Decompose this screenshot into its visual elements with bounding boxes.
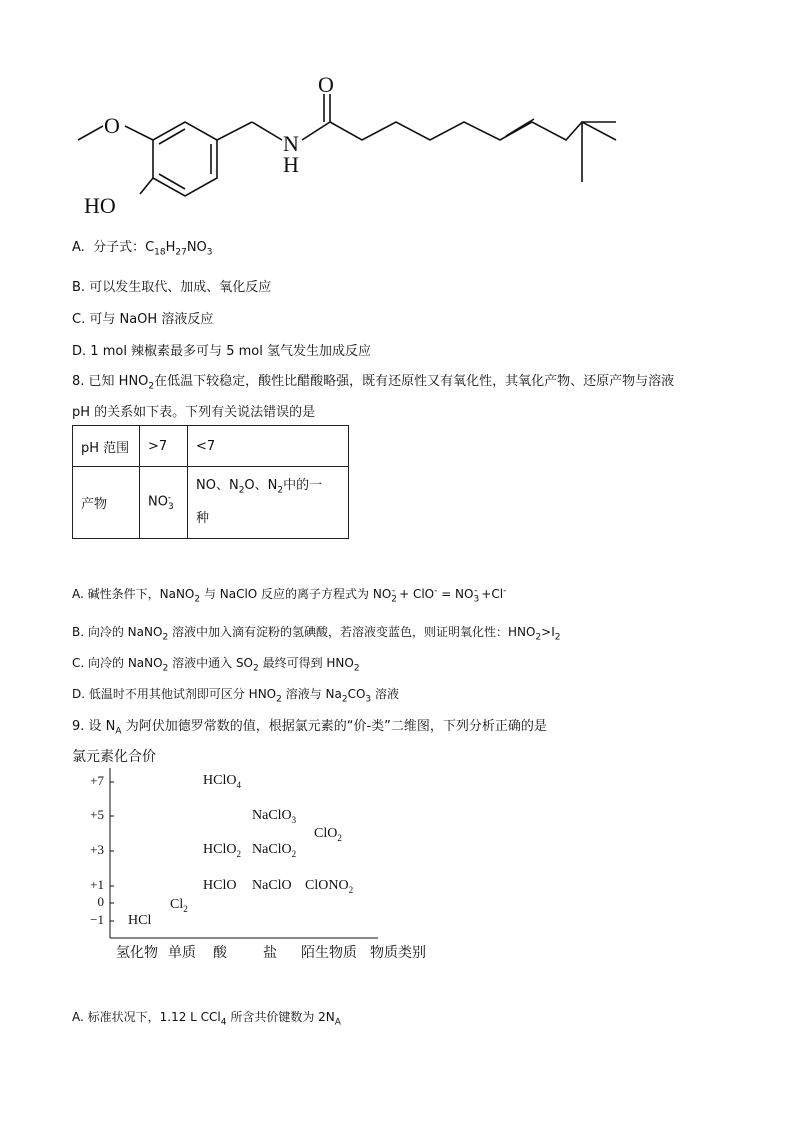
ytick-plus7: +7 bbox=[90, 773, 104, 788]
methoxy-oxygen: O bbox=[104, 113, 120, 138]
species-hcl: HCl bbox=[128, 913, 152, 928]
species-naclo3: NaClO$_3$ bbox=[252, 808, 297, 825]
species-cl2: $Cl_2$ bbox=[170, 897, 188, 914]
q7-option-c: C. 可与 NaOH 溶液反应 bbox=[72, 312, 214, 327]
category-unfamiliar: 陌生物质 bbox=[301, 946, 357, 961]
table-header-ph: pH 范围 bbox=[73, 426, 140, 467]
amide-nitrogen: N bbox=[283, 131, 299, 156]
species-hclo4: HClO$_4$ bbox=[203, 773, 241, 790]
ytick-minus1: −1 bbox=[90, 912, 104, 927]
species-hclo: HClO bbox=[203, 878, 237, 893]
q8-stem-line2: pH 的关系如下表。下列有关说法错误的是 bbox=[72, 405, 316, 420]
q7-option-b: B. 可以发生取代、加成、氧化反应 bbox=[72, 280, 272, 295]
category-salt: 盐 bbox=[263, 946, 277, 961]
ph-product-table bbox=[72, 425, 349, 539]
species-naclo: NaClO bbox=[252, 878, 292, 893]
table-cell-alkaline-product: $NO_3^-$ bbox=[140, 467, 188, 539]
capsaicin-structure bbox=[60, 60, 640, 230]
ytick-plus1: +1 bbox=[90, 877, 104, 892]
ytick-zero: 0 bbox=[97, 894, 104, 909]
category-acid: 酸 bbox=[213, 946, 227, 961]
table-header-gt7: >7 bbox=[140, 426, 188, 467]
category-element: 单质 bbox=[168, 946, 196, 961]
carbonyl-oxygen: O bbox=[318, 72, 334, 97]
amide-hydrogen: H bbox=[283, 152, 299, 177]
ytick-plus5: +5 bbox=[90, 807, 104, 822]
species-hclo2: HClO$_2$ bbox=[203, 842, 241, 859]
category-hydride: 氢化物 bbox=[116, 946, 158, 961]
q8-option-d: D. 低温时不用其他试剂即可区分 $HNO_2$ 溶液与 $Na_2CO_3$ 溶液 bbox=[72, 687, 399, 705]
category-axis-label: 物质类别 bbox=[370, 946, 426, 961]
diagram-ylabel: 氯元素化合价 bbox=[72, 750, 156, 765]
species-naclo2: NaClO$_2$ bbox=[252, 842, 297, 859]
q8-option-a: A. 碱性条件下，NaNO$_2$ 与 NaClO 反应的离子方程式为 $NO_2^- + ClO^- = NO_3^- +Cl^-$ bbox=[72, 586, 507, 605]
q9-option-a: A. 标准状况下，1.12 L CCl$_4$ 所含共价键数为 $2N_A$ bbox=[72, 1010, 341, 1028]
table-header-lt7: <7 bbox=[188, 426, 349, 467]
species-clo2: ClO$_2$ bbox=[314, 826, 342, 843]
q8-option-c: C. 向冷的 NaNO$_2$ 溶液中通入 $SO_2$ 最终可得到 $HNO_2$ bbox=[72, 656, 360, 674]
ytick-plus3: +3 bbox=[90, 842, 104, 857]
q9-stem: 9. 设 $N_A$ 为阿伏加德罗常数的值，根据氯元素的“价-类”二维图，下列分析正确的是 bbox=[72, 719, 547, 737]
hydroxyl-group: HO bbox=[84, 193, 116, 218]
q8-stem-line1: 8. 已知 $HNO_2$在低温下较稳定，酸性比醋酸略强，既有还原性又有氧化性，其氧化产物、还原产物与溶液 bbox=[72, 374, 675, 392]
table-cell-acidic-product: NO、$N_2O$、$N_2$中的一 种 bbox=[188, 467, 349, 539]
species-clono2: ClONO$_2$ bbox=[305, 878, 354, 895]
q8-option-b: B. 向冷的 NaNO$_2$ 溶液中加入滴有淀粉的氢碘酸，若溶液变蓝色，则证明氧化性：$HNO_2>I_2$ bbox=[72, 625, 561, 643]
q7-option-a: A. 分子式：$C_{18}H_{27}NO_3$ bbox=[72, 240, 213, 258]
table-row-label-product: 产物 bbox=[73, 467, 140, 539]
q7-option-d: D. 1 mol 辣椒素最多可与 5 mol 氢气发生加成反应 bbox=[72, 344, 371, 359]
